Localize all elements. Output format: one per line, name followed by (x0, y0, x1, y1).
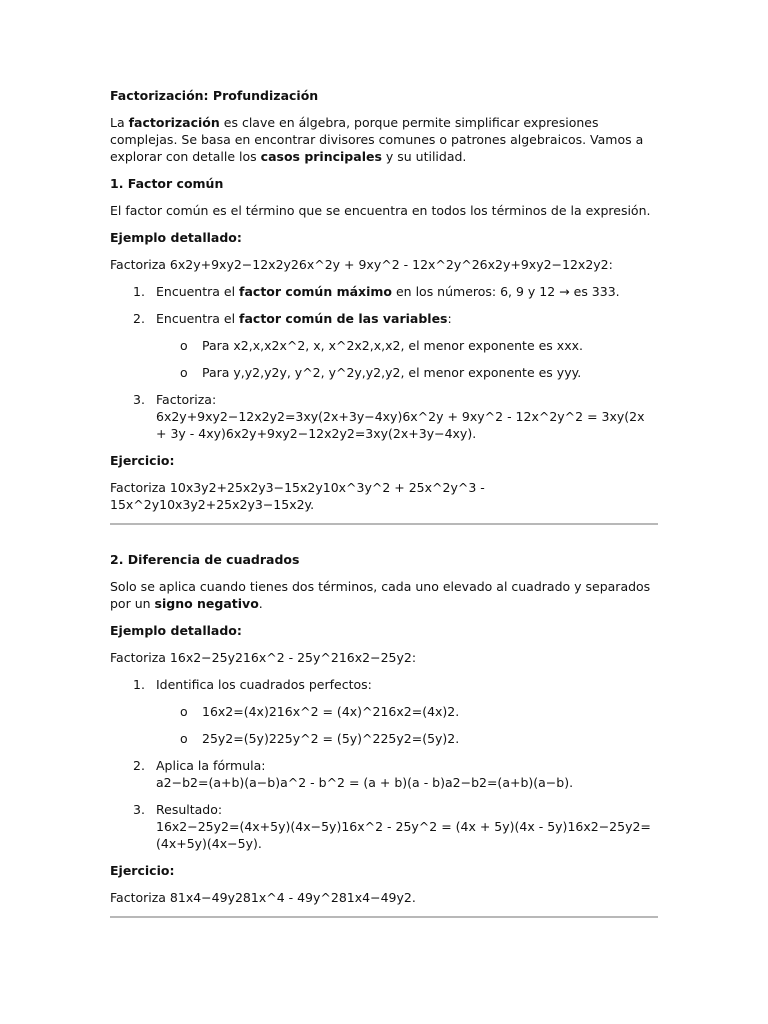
section-1-example-intro: Factoriza 6x2y+9xy2−12x2y26x^2y + 9xy^2 - 12x^2y^26x2y+9xy2−12x2y2: (110, 257, 613, 272)
sub-item-text: Para x2,x,x2x^2, x, x^2x2,x,x2, el menor exponente es xxx. (202, 338, 583, 353)
bullet-icon: o (180, 731, 188, 746)
step-text: Encuentra el (156, 311, 240, 326)
step-label: Resultado: (156, 802, 223, 817)
sub-item-text: 16x2=(4x)216x^2 = (4x)^216x2=(4x)2. (202, 704, 460, 719)
section-divider (110, 916, 658, 918)
sub-list-item (110, 730, 658, 747)
section-1-heading: 1. Factor común (110, 176, 224, 191)
document-body (110, 87, 658, 918)
list-item (110, 283, 658, 300)
intro-text-2: es clave en álgebra, porque permite simplificar expresiones complejas. Se basa en encontrar divisores comunes o patrones algebraicos. Vamos a explorar con detalle los (110, 115, 644, 164)
section-2-description (110, 578, 658, 612)
bullet-icon: o (180, 704, 188, 719)
page-title: Factorización: Profundización (110, 88, 319, 103)
step-text: en los números: 6, 9 y 12 → es 333. (392, 284, 620, 299)
step-formula: 16x2−25y2=(4x+5y)(4x−5y)16x^2 - 25y^2 = (4x + 5y)(4x - 5y)16x2−25y2=(4x+5y)(4x−5y). (156, 819, 651, 851)
bullet-icon: o (180, 365, 188, 380)
bullet-icon: o (180, 338, 188, 353)
step-text: : (447, 311, 452, 326)
sub-list (156, 703, 658, 747)
sub-list (156, 337, 658, 381)
section-2-exercise-heading: Ejercicio: (110, 863, 175, 878)
step-text: Identifica los cuadrados perfectos: (156, 677, 372, 692)
section-1-exercise-text: Factoriza 10x3y2+25x2y3−15x2y10x^3y^2 + 25x^2y^3 - 15x^2y10x3y2+25x2y3−15x2y. (110, 480, 485, 512)
step-label: Factoriza: (156, 392, 217, 407)
step-label: Aplica la fórmula: (156, 758, 266, 773)
step-number: 1. (133, 284, 145, 299)
sub-list-item (110, 703, 658, 720)
intro-text-3: y su utilidad. (381, 149, 467, 164)
intro-paragraph (110, 114, 658, 165)
list-item (110, 757, 658, 791)
step-formula: 6x2y+9xy2−12x2y2=3xy(2x+3y−4xy)6x^2y + 9xy^2 - 12x^2y^2 = 3xy(2x + 3y - 4xy)6x2y+9xy2−12x2y2=3xy(2x+3y−4xy). (156, 409, 645, 441)
section-1-steps (110, 283, 658, 442)
desc-text: . (258, 596, 263, 611)
step-bold: factor común de las variables (239, 311, 448, 326)
sub-list-item (110, 364, 658, 381)
sub-item-text: Para y,y2,y2y, y^2, y^2y,y2,y2, el menor exponente es yyy. (202, 365, 582, 380)
step-text: Encuentra el (156, 284, 240, 299)
intro-bold-1: factorización (128, 115, 220, 130)
desc-text: Solo se aplica cuando tienes dos términos, cada uno elevado al cuadrado y separados por un (110, 579, 651, 611)
section-divider (110, 523, 658, 525)
sub-item-text: 25y2=(5y)225y^2 = (5y)^225y2=(5y)2. (202, 731, 460, 746)
section-1-description: El factor común es el término que se encuentra en todos los términos de la expresión. (110, 203, 651, 218)
section-2-steps (110, 676, 658, 852)
section-1-example-heading: Ejemplo detallado: (110, 230, 242, 245)
step-number: 1. (133, 677, 145, 692)
step-number: 3. (133, 392, 145, 407)
section-2-heading: 2. Diferencia de cuadrados (110, 552, 300, 567)
list-item (110, 391, 658, 442)
step-bold: factor común máximo (239, 284, 393, 299)
intro-bold-2: casos principales (260, 149, 382, 164)
step-formula: a2−b2=(a+b)(a−b)a^2 - b^2 = (a + b)(a - b)a2−b2=(a+b)(a−b). (156, 775, 574, 790)
list-item (110, 310, 658, 381)
section-1-exercise-heading: Ejercicio: (110, 453, 175, 468)
section-2-exercise-text: Factoriza 81x4−49y281x^4 - 49y^281x4−49y2. (110, 890, 416, 905)
desc-bold: signo negativo (154, 596, 259, 611)
step-number: 2. (133, 758, 145, 773)
list-item (110, 801, 658, 852)
section-2-example-heading: Ejemplo detallado: (110, 623, 242, 638)
list-item (110, 676, 658, 747)
intro-text-1: La (110, 115, 129, 130)
step-number: 2. (133, 311, 145, 326)
step-number: 3. (133, 802, 145, 817)
sub-list-item (110, 337, 658, 354)
section-2-example-intro: Factoriza 16x2−25y216x^2 - 25y^216x2−25y2: (110, 650, 417, 665)
